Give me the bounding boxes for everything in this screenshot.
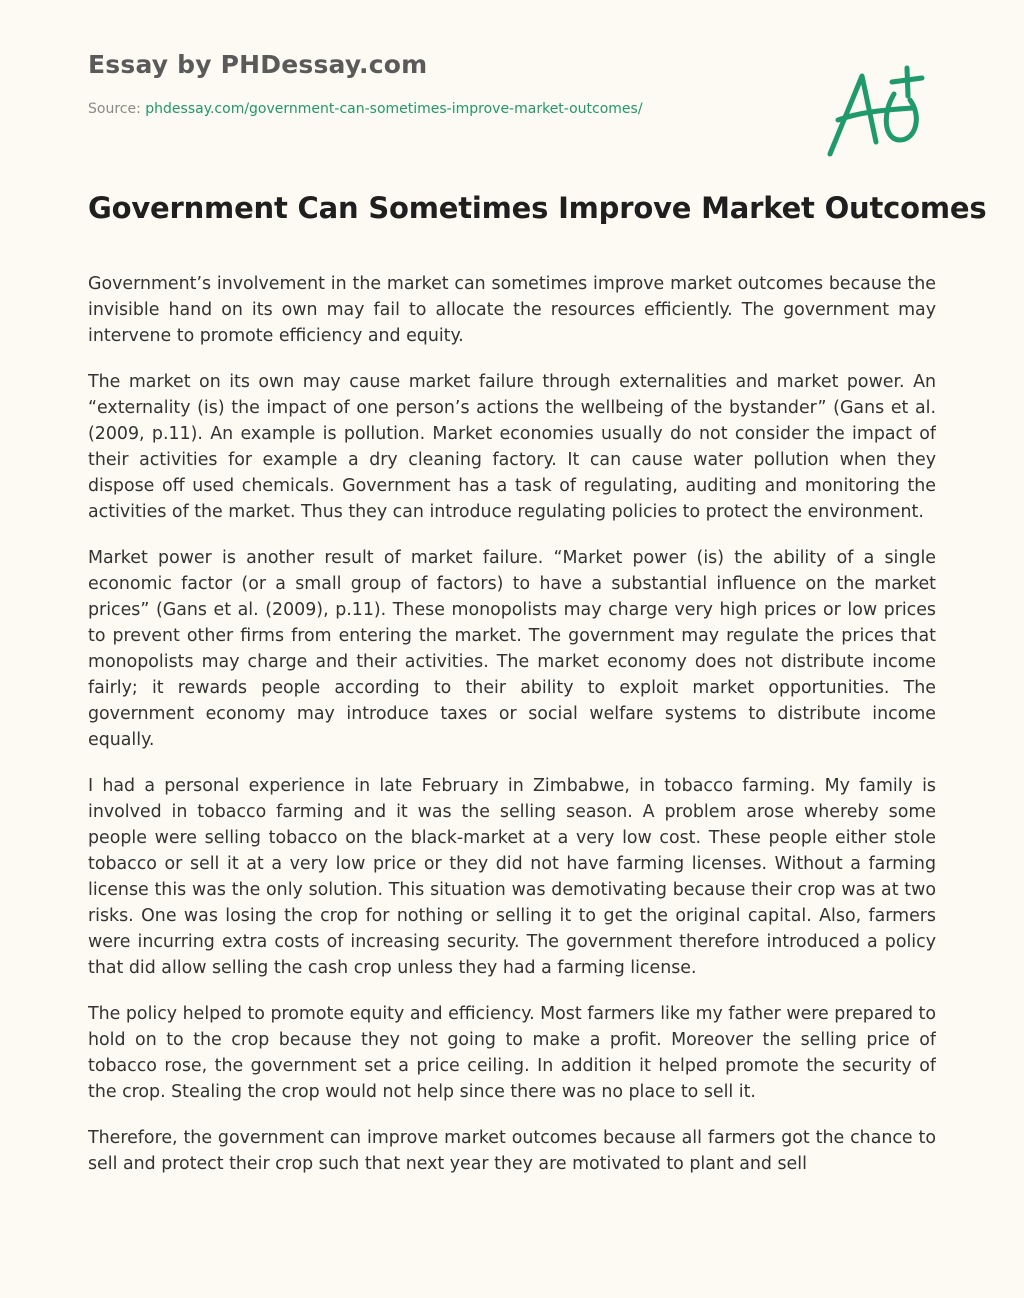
a-plus-grade-icon (822, 64, 932, 164)
essay-paragraph: Government’s involvement in the market can sometimes improve market outcomes because the invisible hand on its own may fail to allocate the resources efficiently. The government may intervene to promote efficiency and equity. (88, 274, 936, 346)
source-label: Source: (88, 101, 141, 117)
source-line (88, 101, 643, 117)
essay-paragraph: The market on its own may cause market failure through externalities and market power. An “externality (is) the impact of one person’s actions the wellbeing of the bystander” (Gans et al. (2009, p.11). An example is pollution. Market economies usually do not consider the impact of their activities for example a dry cleaning factory. It can cause water pollution when they dispose off used chemicals. Government has a task of regulating, auditing and monitoring the activities of the market. Thus they can introduce regulating policies to protect the environment. (88, 372, 936, 522)
source-link[interactable]: phdessay.com/government-can-sometimes-improve-market-outcomes/ (145, 101, 643, 117)
essay-paragraph: I had a personal experience in late February in Zimbabwe, in tobacco farming. My family is involved in tobacco farming and it was the selling season. A problem arose whereby some people were selling tobacco on the black-market at a very low cost. These people either stole tobacco or sell it at a very low price or they did not have farming licenses. Without a farming license this was the only solution. This situation was demotivating because their crop was at two risks. One was losing the crop for nothing or selling it to get the original capital. Also, farmers were incurring extra costs of increasing security. The government therefore introduced a policy that did allow selling the cash crop unless they had a farming license. (88, 776, 936, 978)
essay-paragraph: Therefore, the government can improve market outcomes because all farmers got the chance to sell and protect their crop such that next year they are motivated to plant and sell (88, 1128, 936, 1174)
essay-body (88, 271, 936, 1251)
essay-title: Government Can Sometimes Improve Market Outcomes (88, 191, 987, 225)
essay-paragraph: Market power is another result of market failure. “Market power (is) the ability of a single economic factor (or a small group of factors) to have a substantial influence on the market prices” (Gans et al. (2009), p.11). These monopolists may charge very high prices or low prices to prevent other firms from entering the market. The government may regulate the prices that monopolists may charge and their activities. The market economy does not distribute income fairly; it rewards people according to their ability to exploit market opportunities. The government economy may introduce taxes or social welfare systems to distribute income equally. (88, 548, 936, 750)
site-title: Essay by PHDessay.com (88, 50, 428, 79)
essay-paragraph: The policy helped to promote equity and efficiency. Most farmers like my father were prepared to hold on to the crop because they not going to make a profit. Moreover the selling price of tobacco rose, the government set a price ceiling. In addition it helped promote the security of the crop. Stealing the crop would not help since there was no place to sell it. (88, 1004, 936, 1102)
